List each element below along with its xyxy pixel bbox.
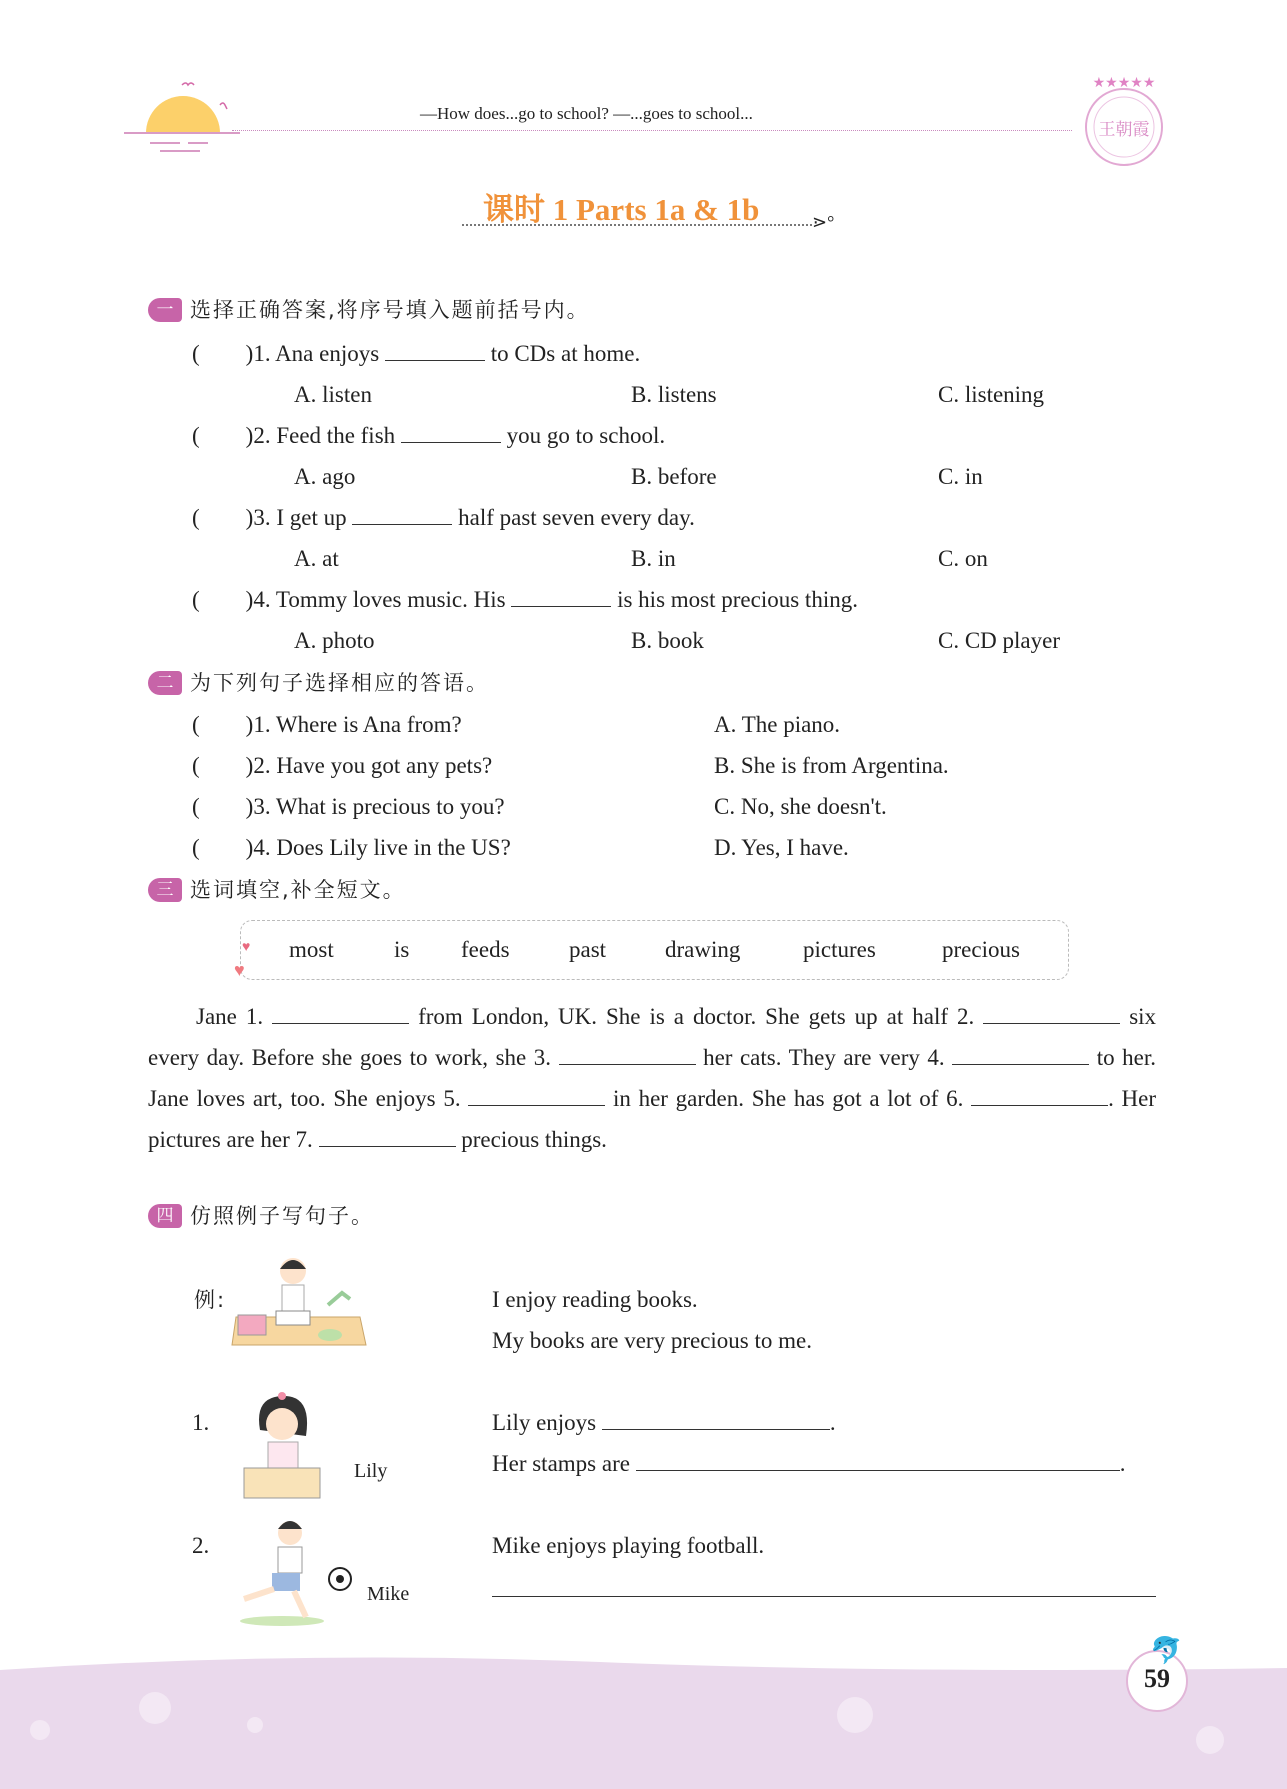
answer-option: D. Yes, I have. [714, 835, 849, 860]
word-option: feeds [461, 937, 510, 962]
answer-bracket[interactable]: ( )1. Where is Ana from? [192, 712, 462, 737]
answer-option: A. The piano. [714, 712, 841, 737]
dolphin-icon: 🐬 [1150, 1636, 1183, 1665]
option-b: B. in [631, 546, 676, 571]
question-text: is his most precious thing. [617, 587, 858, 612]
blank [385, 341, 485, 361]
blank [401, 423, 501, 443]
paren-close: ) [245, 423, 254, 448]
section-title-1: 选择正确答案,将序号填入题前括号内。 [190, 298, 590, 322]
heart-icon: ♥ [234, 960, 245, 980]
item1-line1: Lily enjoys . [492, 1410, 836, 1435]
paren-open: ( [192, 587, 200, 612]
paren-close: ) [245, 341, 254, 366]
question-text: 3. I get up [253, 505, 347, 530]
fish-icon: ⋗° [812, 212, 835, 232]
question-text: half past seven every day. [458, 505, 695, 530]
blank-1[interactable] [272, 1004, 409, 1024]
lily-illustration [238, 1390, 324, 1502]
word-option: pictures [803, 937, 876, 962]
word-option: precious [942, 937, 1020, 962]
option-a: A. at [294, 546, 339, 571]
blank-4[interactable] [952, 1045, 1089, 1065]
option-c: C. in [938, 464, 983, 489]
paren-open: ( [192, 423, 200, 448]
lesson-title: 课时 1 Parts 1a & 1b [483, 192, 760, 227]
header-divider [232, 130, 1072, 131]
section-badge-4: 四 [148, 1204, 182, 1228]
answer-blank[interactable] [602, 1410, 830, 1430]
cloze-passage: Jane 1. from London, UK. She is a doctor. She gets up at half 2. six every day. Before she goes to work, she 3. her cats. They are very 4. to her. Jane loves art, too. She enjoys 5. in her garden. She has got a lot of 6. . Her pictures are her 7. precious things. [148, 1004, 1157, 1152]
word-option: drawing [665, 937, 741, 962]
blank-7[interactable] [319, 1127, 456, 1147]
header-subtitle: —How does...go to school? —...goes to school... [420, 104, 753, 123]
option-a: A. ago [294, 464, 356, 489]
option-a: A. listen [294, 382, 372, 407]
blank-2[interactable] [983, 1004, 1120, 1024]
question-text: 1. Where is Ana from? [253, 712, 462, 737]
sunset-logo-icon [120, 75, 240, 155]
blank-3[interactable] [559, 1045, 696, 1065]
example-line-1: I enjoy reading books. [492, 1287, 698, 1312]
word-option: is [394, 937, 410, 962]
option-b: B. book [631, 628, 704, 653]
section-badge-3: 三 [148, 878, 182, 902]
footer-wave [0, 1640, 1287, 1789]
answer-bracket[interactable] [192, 504, 695, 532]
option-b: B. before [631, 464, 717, 489]
blank-6[interactable] [971, 1086, 1108, 1106]
blank [352, 505, 452, 525]
mike-football-illustration [222, 1517, 362, 1629]
question-text: to CDs at home. [490, 341, 641, 366]
item2-line1: Mike enjoys playing football. [492, 1533, 765, 1558]
section-title-2: 为下列句子选择相应的答语。 [190, 671, 489, 695]
question-text: 2. Feed the fish [253, 423, 396, 448]
option-c: C. on [938, 546, 988, 571]
item-number-2: 2. [192, 1533, 210, 1558]
page-number: 59 [1144, 1664, 1170, 1693]
answer-bracket[interactable] [192, 340, 640, 368]
section-title-4: 仿照例子写句子。 [190, 1204, 374, 1228]
question-text: 4. Tommy loves music. His [253, 587, 506, 612]
item-number-1: 1. [192, 1410, 210, 1435]
answer-option: B. She is from Argentina. [714, 753, 949, 778]
answer-blank[interactable] [636, 1451, 1120, 1471]
section-badge-2: 二 [148, 671, 182, 695]
answer-bracket[interactable] [192, 586, 858, 614]
question-text: 1. Ana enjoys [253, 341, 380, 366]
answer-bracket[interactable] [192, 422, 665, 450]
paren-close: ) [245, 587, 254, 612]
paren-close: ) [245, 505, 254, 530]
option-c: C. listening [938, 382, 1045, 407]
answer-bracket[interactable]: ( )3. What is precious to you? [192, 794, 505, 819]
mike-label: Mike [367, 1583, 410, 1605]
answer-bracket[interactable]: ( )4. Does Lily live in the US? [192, 835, 511, 860]
answer-bracket[interactable]: ( )2. Have you got any pets? [192, 753, 493, 778]
boy-reading-illustration [228, 1255, 368, 1350]
option-a: A. photo [294, 628, 375, 653]
svg-text:王朝霞: 王朝霞 [1098, 120, 1150, 140]
title-underline [462, 224, 812, 226]
question-text: 4. Does Lily live in the US? [253, 835, 511, 860]
blank [511, 587, 611, 607]
question-text: 3. What is precious to you? [253, 794, 505, 819]
item1-line2: Her stamps are . [492, 1451, 1126, 1476]
heart-icon: ♥ [242, 940, 251, 955]
blank-5[interactable] [468, 1086, 605, 1106]
option-c: C. CD player [938, 628, 1061, 653]
publisher-seal-icon [1078, 75, 1170, 167]
paren-open: ( [192, 341, 200, 366]
question-text: you go to school. [506, 423, 666, 448]
word-option: past [569, 937, 607, 962]
svg-text:★★★★★: ★★★★★ [1092, 76, 1156, 91]
answer-option: C. No, she doesn't. [714, 794, 887, 819]
lily-label: Lily [354, 1460, 388, 1482]
paren-open: ( [192, 505, 200, 530]
answer-line[interactable] [492, 1596, 1156, 1597]
example-label: 例: [194, 1288, 227, 1312]
word-option: most [289, 937, 334, 962]
example-line-2: My books are very precious to me. [492, 1328, 813, 1353]
question-text: 2. Have you got any pets? [253, 753, 493, 778]
section-title-3: 选词填空,补全短文。 [190, 878, 406, 902]
section-badge-1: 一 [148, 298, 182, 322]
option-b: B. listens [631, 382, 717, 407]
